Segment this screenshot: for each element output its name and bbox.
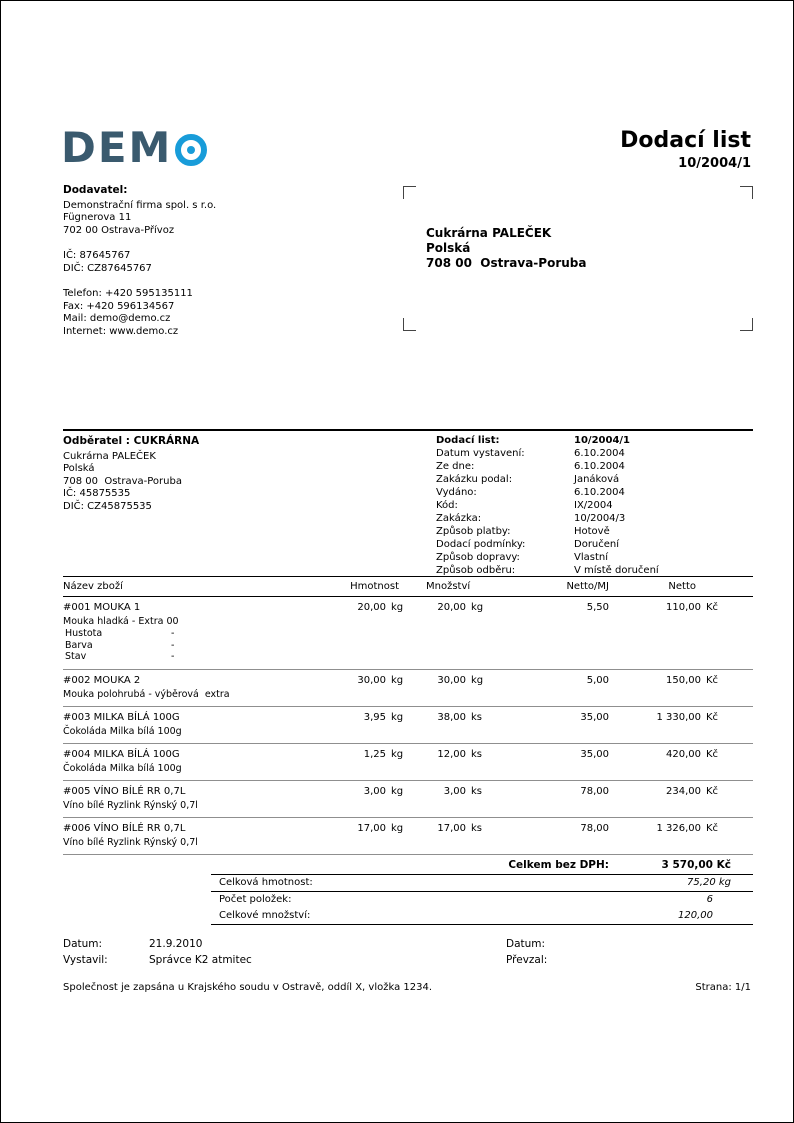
item-quantity: 17,00 bbox=[437, 822, 466, 834]
sub-totals bbox=[211, 874, 753, 925]
item-weight-unit: kg bbox=[391, 822, 404, 834]
item-currency: Kč bbox=[706, 602, 719, 613]
total-quantity-label: Celkové množství: bbox=[219, 910, 311, 921]
table-row bbox=[63, 744, 753, 781]
signature-date-line bbox=[63, 938, 753, 954]
recipient-address bbox=[426, 226, 586, 271]
items-table bbox=[63, 576, 753, 925]
detail-row: Vydáno: 6.10.2004 bbox=[436, 487, 625, 498]
corner-mark-bottom-left bbox=[403, 318, 416, 331]
item-currency: Kč bbox=[706, 822, 719, 834]
column-header-weight: Hmotnost bbox=[350, 581, 399, 592]
item-weight: 30,00 bbox=[357, 674, 386, 686]
logo-o-icon bbox=[175, 134, 207, 166]
recipient-city: 708 00 Ostrava-Poruba bbox=[426, 256, 587, 270]
total-weight-row bbox=[211, 875, 753, 891]
total-quantity-row bbox=[211, 908, 753, 924]
issue-date-value: 21.9.2010 bbox=[149, 938, 203, 950]
item-currency: Kč bbox=[706, 748, 719, 760]
item-description: Víno bílé Ryzlink Rýnský 0,7l bbox=[63, 836, 198, 848]
supplier-mail: Mail: demo@demo.cz bbox=[63, 313, 171, 324]
corner-mark-top-right bbox=[740, 186, 753, 199]
item-currency: Kč bbox=[706, 674, 719, 686]
item-netto: 110,00 bbox=[666, 602, 701, 613]
document-number: 10/2004/1 bbox=[678, 156, 751, 172]
table-row bbox=[63, 818, 753, 855]
item-quantity: 30,00 bbox=[437, 674, 466, 686]
item-weight: 17,00 bbox=[357, 822, 386, 834]
supplier-name: Demonstrační firma spol. s r.o. bbox=[63, 199, 217, 211]
table-row bbox=[63, 670, 753, 707]
supplier-city: 702 00 Ostrava-Přívoz bbox=[63, 224, 175, 236]
item-netto-mj: 78,00 bbox=[580, 822, 609, 834]
item-quantity-unit: ks bbox=[471, 711, 483, 723]
company-logo bbox=[61, 123, 207, 172]
supplier-internet: Internet: www.demo.cz bbox=[63, 325, 179, 337]
column-header-quantity: Množství bbox=[426, 581, 471, 592]
supplier-block bbox=[63, 184, 216, 338]
item-quantity-unit: ks bbox=[471, 748, 483, 760]
address-window bbox=[403, 186, 753, 331]
customer-name: Cukrárna PALEČEK bbox=[63, 450, 156, 462]
item-name: #004 MILKA BÍLÁ 100G bbox=[63, 748, 180, 760]
customer-ic: IČ: 45875535 bbox=[63, 488, 131, 499]
corner-mark-bottom-right bbox=[740, 318, 753, 331]
item-quantity-unit: ks bbox=[471, 822, 483, 834]
item-netto-mj: 5,00 bbox=[586, 674, 609, 686]
receive-date-label: Datum: bbox=[506, 938, 546, 950]
table-row bbox=[63, 597, 753, 670]
item-weight-unit: kg bbox=[391, 674, 404, 686]
company-registration-note: Společnost je zapsána u Krajského soudu v Ostravě, oddíl X, vložka 1234. bbox=[63, 982, 433, 993]
item-quantity-unit: kg bbox=[471, 674, 484, 686]
item-currency: Kč bbox=[706, 785, 719, 797]
item-weight-unit: kg bbox=[391, 748, 404, 760]
item-description: Čokoláda Milka bílá 100g bbox=[63, 725, 182, 737]
table-row bbox=[63, 781, 753, 818]
item-netto: 420,00 bbox=[666, 748, 701, 760]
column-header-name: Název zboží bbox=[63, 581, 123, 592]
item-description: Čokoláda Milka bílá 100g bbox=[63, 762, 182, 774]
divider bbox=[211, 924, 753, 925]
item-netto: 150,00 bbox=[666, 674, 701, 686]
customer-dic: DIČ: CZ45875535 bbox=[63, 500, 152, 512]
item-netto: 234,00 bbox=[666, 785, 701, 797]
item-parameter: Hustota - bbox=[65, 628, 175, 639]
issued-by-value: Správce K2 atmitec bbox=[149, 954, 252, 966]
page-footer bbox=[63, 982, 751, 993]
logo-text: DEM bbox=[61, 123, 173, 172]
item-name: #003 MILKA BÍLÁ 100G bbox=[63, 711, 180, 723]
page-title: Dodací list bbox=[620, 128, 751, 153]
detail-row: Ze dne: 6.10.2004 bbox=[436, 461, 625, 472]
item-parameter: Barva - bbox=[65, 639, 175, 651]
item-name: #002 MOUKA 2 bbox=[63, 674, 141, 686]
item-weight: 20,00 bbox=[357, 602, 386, 613]
total-without-vat-label: Celkem bez DPH: bbox=[508, 858, 609, 871]
item-weight-unit: kg bbox=[391, 785, 404, 797]
detail-row: Dodací podmínky: Doručení bbox=[436, 539, 620, 550]
document-details bbox=[436, 434, 753, 577]
item-weight-unit: kg bbox=[391, 711, 404, 723]
item-currency: Kč bbox=[706, 711, 719, 723]
total-without-vat-value: 3 570,00 Kč bbox=[661, 858, 731, 871]
item-description: Mouka polohrubá - výběrová extra bbox=[63, 688, 230, 700]
item-parameters bbox=[63, 628, 753, 663]
item-netto-mj: 78,00 bbox=[580, 785, 609, 797]
detail-row: Kód: IX/2004 bbox=[436, 500, 613, 511]
total-without-vat-row bbox=[63, 855, 753, 874]
item-parameter: Stav - bbox=[65, 651, 175, 662]
detail-row: Zakázku podal: Janáková bbox=[436, 474, 620, 485]
issued-by-label: Vystavil: bbox=[63, 954, 108, 966]
item-netto: 1 326,00 bbox=[656, 822, 701, 834]
document-title-block bbox=[620, 129, 751, 171]
item-quantity-unit: kg bbox=[471, 602, 484, 613]
detail-row: Způsob odběru: V místě doručení bbox=[436, 565, 659, 576]
supplier-ic: IČ: 87645767 bbox=[63, 250, 131, 261]
item-netto: 1 330,00 bbox=[656, 711, 701, 723]
item-weight: 3,95 bbox=[363, 711, 386, 723]
customer-section bbox=[63, 429, 753, 576]
detail-row: Zakázka: 10/2004/3 bbox=[436, 513, 626, 524]
received-by-label: Převzal: bbox=[506, 954, 548, 966]
supplier-dic: DIČ: CZ87645767 bbox=[63, 262, 152, 274]
column-header-netto-mj: Netto/MJ bbox=[566, 581, 609, 592]
customer-city: 708 00 Ostrava-Poruba bbox=[63, 475, 182, 487]
item-netto-mj: 35,00 bbox=[580, 748, 609, 760]
item-quantity-unit: ks bbox=[471, 785, 483, 797]
item-count-value: 6 bbox=[706, 894, 713, 905]
item-weight: 3,00 bbox=[363, 785, 386, 797]
table-row bbox=[63, 707, 753, 744]
item-weight-unit: kg bbox=[391, 602, 404, 613]
supplier-fax: Fax: +420 596134567 bbox=[63, 300, 175, 312]
signature-name-line bbox=[63, 954, 753, 970]
item-name: #005 VÍNO BÍLÉ RR 0,7L bbox=[63, 785, 186, 797]
item-netto-mj: 5,50 bbox=[586, 602, 609, 613]
detail-row: Datum vystavení: 6.10.2004 bbox=[436, 448, 625, 459]
issue-date-label: Datum: bbox=[63, 938, 103, 950]
item-name: #001 MOUKA 1 bbox=[63, 602, 141, 613]
item-quantity: 38,00 bbox=[437, 711, 466, 723]
supplier-phone: Telefon: +420 595135111 bbox=[63, 288, 193, 299]
item-weight: 1,25 bbox=[363, 748, 386, 760]
customer-heading: Odběratel : CUKRÁRNA bbox=[63, 435, 200, 447]
signature-block bbox=[63, 938, 753, 970]
item-quantity: 20,00 bbox=[437, 602, 466, 613]
supplier-heading: Dodavatel: bbox=[63, 184, 128, 196]
recipient-name: Cukrárna PALEČEK bbox=[426, 226, 552, 240]
item-count-row bbox=[211, 892, 753, 908]
item-quantity: 3,00 bbox=[443, 785, 466, 797]
total-quantity-value: 120,00 bbox=[678, 910, 713, 921]
supplier-street: Fügnerova 11 bbox=[63, 212, 132, 223]
detail-row: Dodací list: 10/2004/1 bbox=[436, 435, 631, 446]
item-description: Mouka hladká - Extra 00 bbox=[63, 616, 179, 627]
item-quantity: 12,00 bbox=[437, 748, 466, 760]
detail-row: Způsob dopravy: Vlastní bbox=[436, 552, 608, 563]
total-weight-label: Celková hmotnost: bbox=[219, 877, 313, 888]
item-description: Víno bílé Ryzlink Rýnský 0,7l bbox=[63, 799, 198, 811]
item-count-label: Počet položek: bbox=[219, 894, 292, 905]
item-netto-mj: 35,00 bbox=[580, 711, 609, 723]
logo-o-dot bbox=[187, 146, 195, 154]
page-number: Strana: 1/1 bbox=[695, 982, 751, 993]
column-header-netto: Netto bbox=[668, 581, 696, 592]
recipient-street: Polská bbox=[426, 241, 471, 255]
item-name: #006 VÍNO BÍLÉ RR 0,7L bbox=[63, 822, 186, 834]
total-weight-value: 75,20 kg bbox=[687, 877, 731, 888]
detail-row: Způsob platby: Hotově bbox=[436, 526, 610, 537]
table-header bbox=[63, 576, 753, 597]
customer-street: Polská bbox=[63, 463, 95, 474]
corner-mark-top-left bbox=[403, 186, 416, 199]
